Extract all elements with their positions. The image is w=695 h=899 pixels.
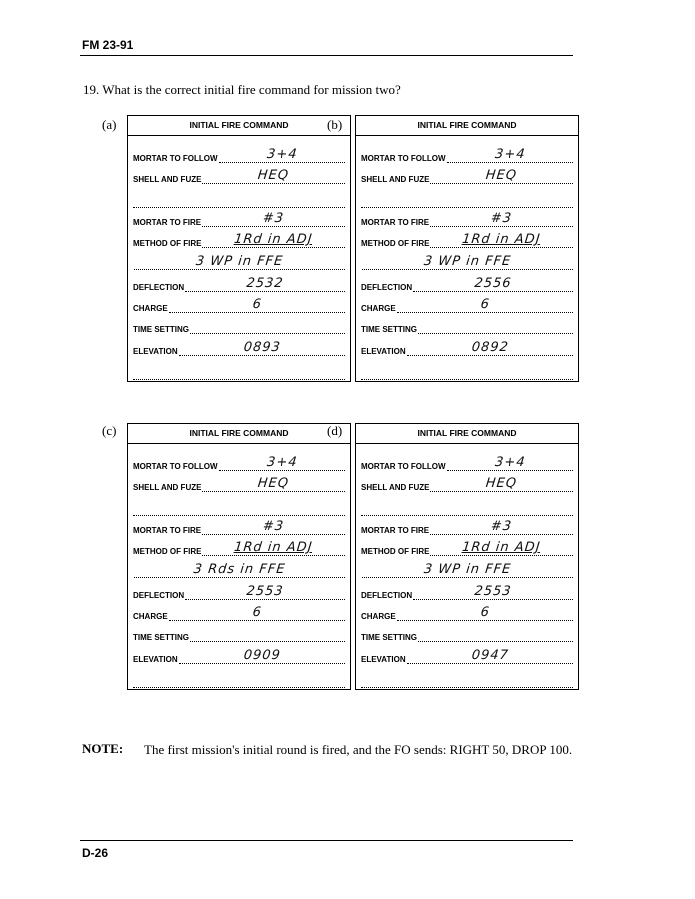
handwritten-value: 0909 xyxy=(242,648,282,663)
fire-command-card-d xyxy=(355,423,579,690)
field-row-mortar-to-fire xyxy=(361,519,573,536)
field-label: METHOD OF FIRE xyxy=(361,547,430,556)
field-row-deflection xyxy=(133,584,345,601)
card-title: INITIAL FIRE COMMAND xyxy=(356,116,578,136)
field-label: TIME SETTING xyxy=(361,633,417,642)
handwritten-value: HEQ xyxy=(485,168,519,183)
question-text: 19. What is the correct initial fire command for mission two? xyxy=(83,82,401,97)
field-row-charge xyxy=(361,297,573,314)
field-row-time-setting xyxy=(361,323,573,335)
handwritten-value: 2532 xyxy=(245,276,285,291)
field-row-time-setting xyxy=(361,631,573,643)
field-label: ELEVATION xyxy=(133,655,178,664)
handwritten-value: 3+4 xyxy=(493,455,526,470)
field-row-charge xyxy=(361,605,573,622)
fire-command-card-b xyxy=(355,115,579,382)
field-dotted-line xyxy=(407,340,573,356)
field-dotted-line xyxy=(219,455,345,471)
option-letter-a: (a) xyxy=(102,117,117,132)
fire-command-card-a xyxy=(127,115,351,382)
field-dotted-line xyxy=(190,321,345,334)
blank-entry-line xyxy=(133,379,345,380)
handwritten-value: 1Rd in ADJ xyxy=(233,540,314,555)
header-rule xyxy=(80,55,573,56)
field-row-mortar-to-fire xyxy=(133,519,345,536)
field-label: ELEVATION xyxy=(361,347,406,356)
field-dotted-line xyxy=(202,476,345,492)
blank-entry-line xyxy=(361,687,573,688)
page-number: D-26 xyxy=(82,846,109,860)
field-dotted-line xyxy=(202,232,345,248)
field-label: MORTAR TO FOLLOW xyxy=(361,154,446,163)
field-row-elevation xyxy=(133,648,345,665)
field-row-elevation xyxy=(133,340,345,357)
field-dotted-line xyxy=(169,297,345,313)
field-label: CHARGE xyxy=(361,304,396,313)
handwritten-value: 6 xyxy=(479,297,491,312)
field-label: TIME SETTING xyxy=(361,325,417,334)
field-dotted-line xyxy=(202,168,345,184)
handwritten-value: 2553 xyxy=(245,584,285,599)
handwritten-value: HEQ xyxy=(257,168,291,183)
field-row-method-of-fire xyxy=(361,540,573,557)
field-row-shell-and-fuze xyxy=(133,168,345,185)
field-dotted-line xyxy=(418,629,573,642)
field-label: METHOD OF FIRE xyxy=(361,239,430,248)
field-dotted-line xyxy=(202,519,345,535)
handwritten-value: 6 xyxy=(251,605,263,620)
field-dotted-line xyxy=(179,648,345,664)
handwritten-value: 1Rd in ADJ xyxy=(461,540,542,555)
blank-entry-line xyxy=(133,207,345,208)
blank-entry-line xyxy=(133,515,345,516)
handwritten-value: #3 xyxy=(262,519,285,534)
field-dotted-line xyxy=(430,540,573,556)
handwritten-value: 3 WP in FFE xyxy=(423,562,513,577)
field-label: MORTAR TO FOLLOW xyxy=(361,462,446,471)
handwritten-value: #3 xyxy=(490,519,513,534)
blank-entry-line xyxy=(361,515,573,516)
field-label: CHARGE xyxy=(133,304,168,313)
handwritten-value: 6 xyxy=(251,297,263,312)
field-row-method-of-fire-2 xyxy=(133,562,345,579)
field-dotted-line xyxy=(179,340,345,356)
field-row-mortar-to-follow xyxy=(361,455,573,472)
field-dotted-line xyxy=(202,540,345,556)
footer-rule xyxy=(80,840,573,841)
field-row-time-setting xyxy=(133,323,345,335)
field-label: ELEVATION xyxy=(133,347,178,356)
field-label: TIME SETTING xyxy=(133,633,189,642)
handwritten-value: 0892 xyxy=(470,340,510,355)
field-dotted-line xyxy=(397,297,573,313)
field-label: MORTAR TO FOLLOW xyxy=(133,462,218,471)
field-label: MORTAR TO FIRE xyxy=(133,218,202,227)
field-label: MORTAR TO FOLLOW xyxy=(133,154,218,163)
field-row-elevation xyxy=(361,340,573,357)
field-dotted-line xyxy=(430,476,573,492)
field-row-charge xyxy=(133,297,345,314)
handwritten-value: #3 xyxy=(262,211,285,226)
field-label: TIME SETTING xyxy=(133,325,189,334)
handwritten-value: 0947 xyxy=(470,648,510,663)
field-dotted-line xyxy=(185,276,345,292)
field-row-shell-and-fuze xyxy=(133,476,345,493)
field-dotted-line xyxy=(362,562,573,578)
field-dotted-line xyxy=(447,455,573,471)
field-row-method-of-fire xyxy=(361,232,573,249)
field-dotted-line xyxy=(430,519,573,535)
field-label: CHARGE xyxy=(133,612,168,621)
field-row-mortar-to-follow xyxy=(361,147,573,164)
field-dotted-line xyxy=(413,584,573,600)
card-title: INITIAL FIRE COMMAND xyxy=(128,424,350,444)
field-row-deflection xyxy=(361,584,573,601)
field-dotted-line xyxy=(169,605,345,621)
field-row-mortar-to-follow xyxy=(133,147,345,164)
option-letter-b: (b) xyxy=(327,117,343,132)
blank-entry-line xyxy=(133,687,345,688)
field-row-method-of-fire-2 xyxy=(361,562,573,579)
field-dotted-line xyxy=(134,254,345,270)
field-dotted-line xyxy=(202,211,345,227)
field-dotted-line xyxy=(397,605,573,621)
field-dotted-line xyxy=(430,232,573,248)
field-row-mortar-to-fire xyxy=(133,211,345,228)
field-row-mortar-to-fire xyxy=(361,211,573,228)
field-label: ELEVATION xyxy=(361,655,406,664)
blank-entry-line xyxy=(361,379,573,380)
field-row-deflection xyxy=(133,276,345,293)
field-label: SHELL AND FUZE xyxy=(133,175,202,184)
field-row-method-of-fire xyxy=(133,540,345,557)
handwritten-value: 1Rd in ADJ xyxy=(461,232,542,247)
handwritten-value: #3 xyxy=(490,211,513,226)
note-text: The first mission's initial round is fired, and the FO sends: RIGHT 50, DROP 100. xyxy=(144,742,573,757)
handwritten-value: 3+4 xyxy=(265,147,298,162)
field-dotted-line xyxy=(418,321,573,334)
field-dotted-line xyxy=(134,562,345,578)
handwritten-value: 3 WP in FFE xyxy=(195,254,285,269)
field-row-method-of-fire-2 xyxy=(361,254,573,271)
field-dotted-line xyxy=(407,648,573,664)
field-label: DEFLECTION xyxy=(133,283,185,292)
handwritten-value: 3 Rds in FFE xyxy=(192,562,287,577)
field-label: CHARGE xyxy=(361,612,396,621)
field-dotted-line xyxy=(185,584,345,600)
handwritten-value: 0893 xyxy=(242,340,282,355)
field-row-method-of-fire-2 xyxy=(133,254,345,271)
handwritten-value: 3+4 xyxy=(493,147,526,162)
field-label: SHELL AND FUZE xyxy=(361,175,430,184)
header-code: FM 23-91 xyxy=(82,38,134,52)
field-label: DEFLECTION xyxy=(361,283,413,292)
field-dotted-line xyxy=(430,211,573,227)
note-label: NOTE: xyxy=(82,741,124,756)
blank-entry-line xyxy=(361,207,573,208)
field-row-method-of-fire xyxy=(133,232,345,249)
field-label: DEFLECTION xyxy=(361,591,413,600)
field-row-time-setting xyxy=(133,631,345,643)
card-title: INITIAL FIRE COMMAND xyxy=(356,424,578,444)
field-label: MORTAR TO FIRE xyxy=(361,218,430,227)
field-row-shell-and-fuze xyxy=(361,168,573,185)
field-dotted-line xyxy=(447,147,573,163)
field-dotted-line xyxy=(362,254,573,270)
field-dotted-line xyxy=(413,276,573,292)
handwritten-value: 3 WP in FFE xyxy=(423,254,513,269)
field-row-charge xyxy=(133,605,345,622)
field-label: DEFLECTION xyxy=(133,591,185,600)
handwritten-value: HEQ xyxy=(485,476,519,491)
option-letter-d: (d) xyxy=(327,423,343,438)
handwritten-value: 2556 xyxy=(473,276,513,291)
handwritten-value: 1Rd in ADJ xyxy=(233,232,314,247)
handwritten-value: 6 xyxy=(479,605,491,620)
field-row-deflection xyxy=(361,276,573,293)
field-row-shell-and-fuze xyxy=(361,476,573,493)
fire-command-card-c xyxy=(127,423,351,690)
field-label: MORTAR TO FIRE xyxy=(133,526,202,535)
handwritten-value: 2553 xyxy=(473,584,513,599)
card-title: INITIAL FIRE COMMAND xyxy=(128,116,350,136)
field-label: SHELL AND FUZE xyxy=(133,483,202,492)
field-row-mortar-to-follow xyxy=(133,455,345,472)
field-row-elevation xyxy=(361,648,573,665)
field-dotted-line xyxy=(219,147,345,163)
field-label: METHOD OF FIRE xyxy=(133,547,202,556)
field-label: SHELL AND FUZE xyxy=(361,483,430,492)
field-dotted-line xyxy=(430,168,573,184)
handwritten-value: 3+4 xyxy=(265,455,298,470)
option-letter-c: (c) xyxy=(102,423,117,438)
field-label: MORTAR TO FIRE xyxy=(361,526,430,535)
field-label: METHOD OF FIRE xyxy=(133,239,202,248)
field-dotted-line xyxy=(190,629,345,642)
handwritten-value: HEQ xyxy=(257,476,291,491)
